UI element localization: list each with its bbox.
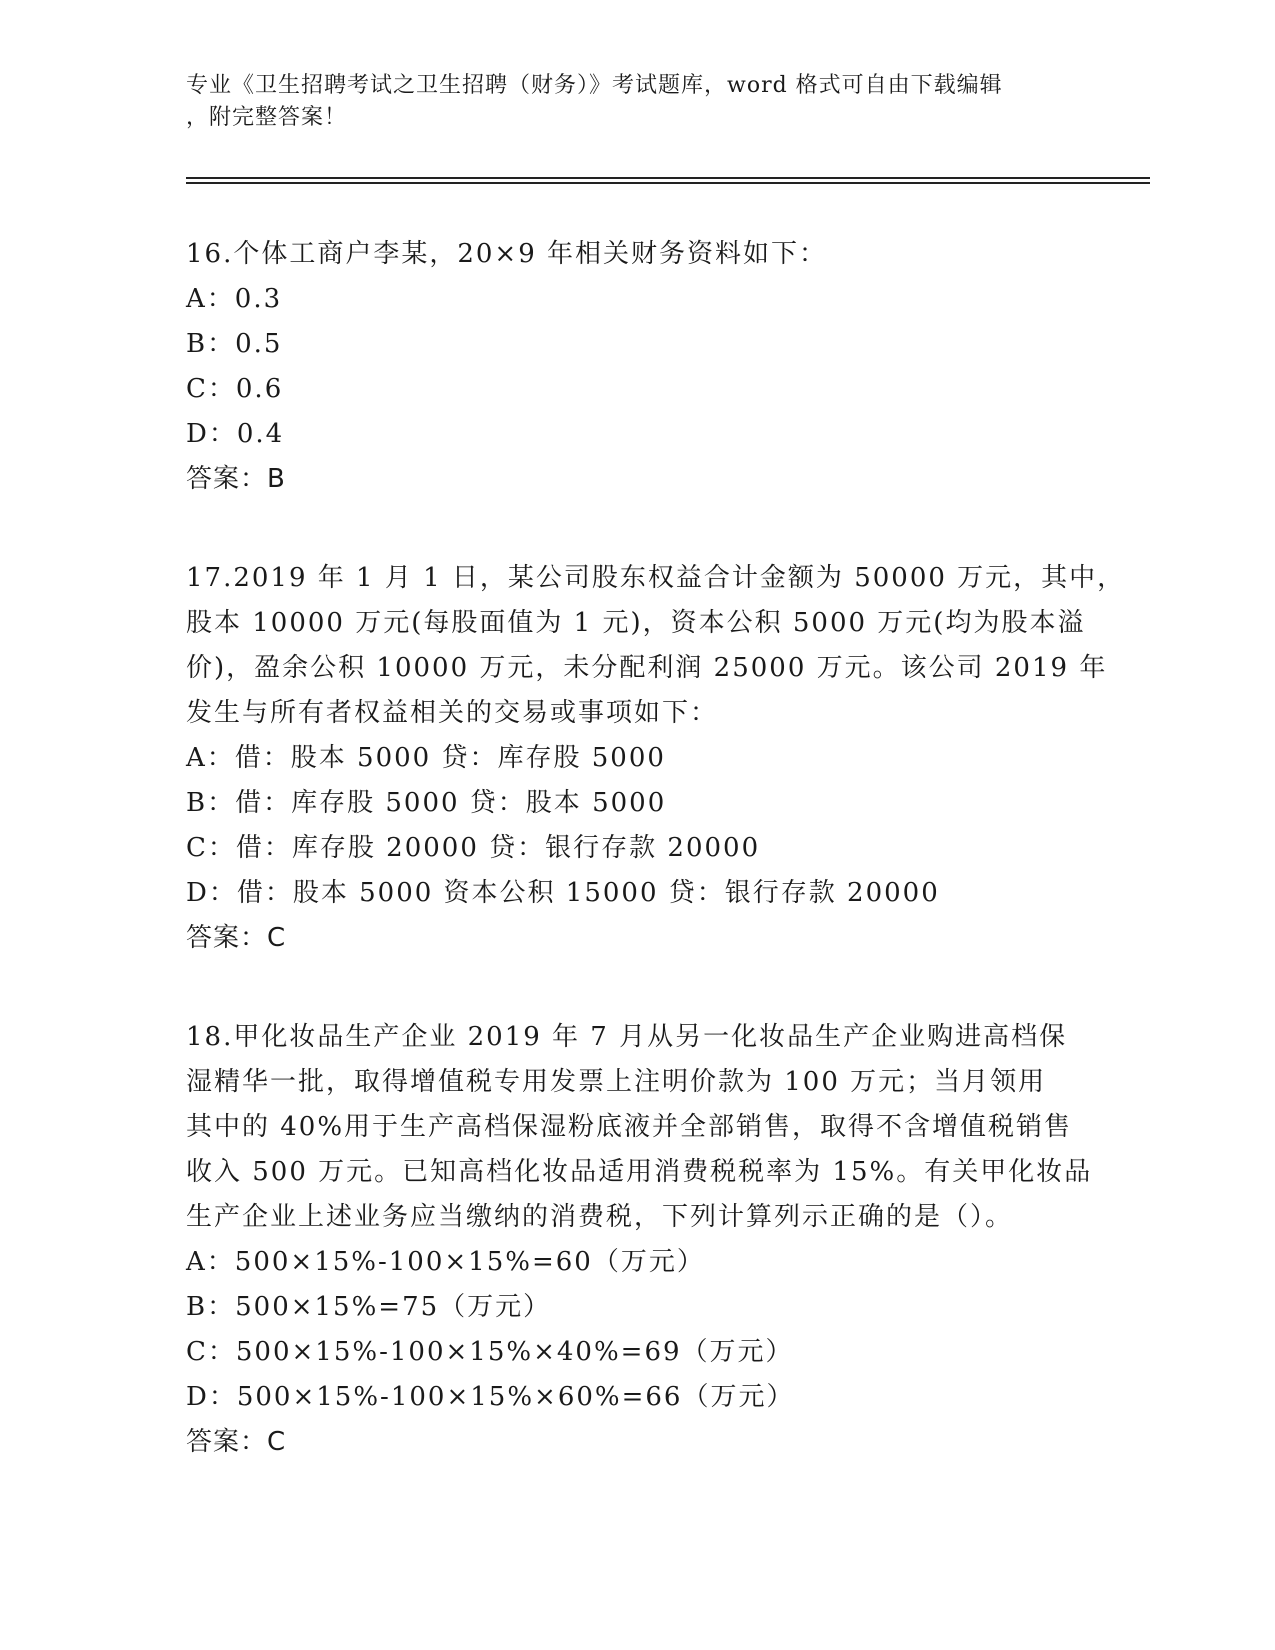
question-text-line: 17.2019 年 1 月 1 日，某公司股东权益合计金额为 50000 万元，其中， [186, 563, 1126, 593]
question-text-line: 湿精华一批，取得增值税专用发票上注明价款为 100 万元；当月领用 [186, 1067, 1047, 1097]
header-line-1: 专业《卫生招聘考试之卫生招聘（财务）》考试题库，word 格式可自由下载编辑 [186, 73, 1003, 98]
option-c: C：0.6 [186, 374, 284, 404]
question-text [186, 556, 1126, 736]
option-a: A：500×15%-100×15%=60（万元） [186, 1247, 705, 1277]
option-b: B：借：库存股 5000 贷：股本 5000 [186, 788, 667, 818]
question-text-line: 其中的 40%用于生产高档保湿粉底液并全部销售，取得不含增值税销售 [186, 1112, 1073, 1142]
answer: 答案：C [186, 923, 287, 953]
option-c: C：借：库存股 20000 贷：银行存款 20000 [186, 833, 761, 863]
header-divider-bottom [186, 182, 1150, 184]
question-16 [186, 232, 1086, 502]
option-d: D：0.4 [186, 419, 285, 449]
question-text [186, 232, 1086, 277]
option-b: B：500×15%=75（万元） [186, 1292, 552, 1322]
answer: 答案：C [186, 1427, 287, 1457]
option-d: D：500×15%-100×15%×60%=66（万元） [186, 1382, 795, 1412]
header-divider-top [186, 177, 1150, 179]
question-text [186, 1015, 1093, 1240]
option-d: D：借：股本 5000 资本公积 15000 贷：银行存款 20000 [186, 878, 940, 908]
question-17 [186, 556, 1126, 961]
question-text-line: 股本 10000 万元(每股面值为 1 元)，资本公积 5000 万元(均为股本溢 [186, 608, 1086, 638]
question-text-line: 发生与所有者权益相关的交易或事项如下： [186, 698, 719, 728]
question-text-line: 收入 500 万元。已知高档化妆品适用消费税税率为 15%。有关甲化妆品 [186, 1157, 1093, 1187]
header-line-2: ，附完整答案！ [186, 105, 348, 130]
answer: 答案：B [186, 464, 286, 494]
option-a: A：借：股本 5000 贷：库存股 5000 [186, 743, 666, 773]
question-text-line: 生产企业上述业务应当缴纳的消费税，下列计算列示正确的是（）。 [186, 1202, 1014, 1232]
option-b: B：0.5 [186, 329, 283, 359]
option-a: A：0.3 [186, 284, 283, 314]
question-text-line: 价)，盈余公积 10000 万元，未分配利润 25000 万元。该公司 2019 年 [186, 653, 1108, 683]
option-c: C：500×15%-100×15%×40%=69（万元） [186, 1337, 794, 1367]
question-list [186, 232, 1126, 1519]
question-18 [186, 1015, 1093, 1465]
question-text-line: 16.个体工商户李某，20×9 年相关财务资料如下： [186, 239, 828, 269]
page-header [186, 70, 1086, 134]
question-text-line: 18.甲化妆品生产企业 2019 年 7 月从另一化妆品生产企业购进高档保 [186, 1022, 1068, 1052]
